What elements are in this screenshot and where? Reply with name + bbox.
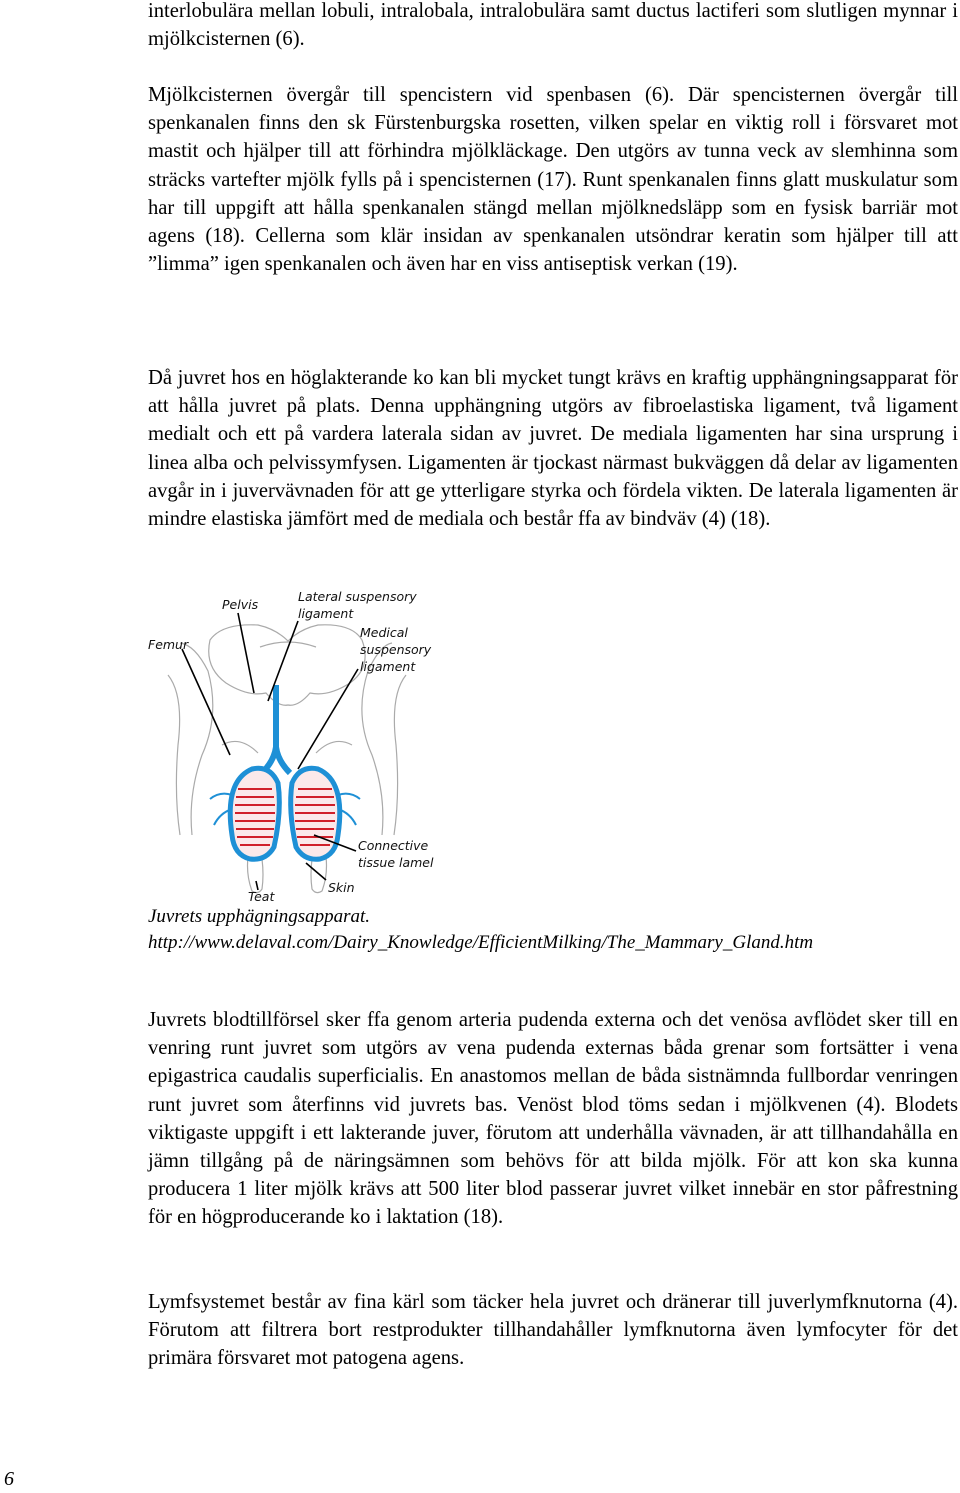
- label-connective-1: Connective: [358, 838, 429, 853]
- udder-quarters: [210, 768, 360, 859]
- paragraph-milk-ducts: interlobulära mellan lobuli, intralobala, intralobulära samt ductus lactiferi som slutligen mynnar i mjölkcisternen (6).: [148, 0, 958, 51]
- label-medical-1: Medical: [360, 625, 408, 640]
- figure-caption-url: http://www.delaval.com/Dairy_Knowledge/EfficientMilking/The_Mammary_Gland.htm: [148, 932, 814, 953]
- udder-suspension-diagram: [140, 585, 440, 907]
- label-lateral-1: Lateral suspensory: [298, 589, 417, 604]
- figure-caption-title: Juvrets upphägningsapparat.: [148, 906, 371, 927]
- paragraph-blood-supply: Juvrets blodtillförsel sker ffa genom arteria pudenda externa och det venösa avflödet sker till en venring runt juvret som utgörs av vena pudenda externas båda grenar som fortsätter i vena epigastrica caudalis superficialis. En anastomos mellan de båda sistnämnda fullbordar venringen runt juvret som återfinns vid juvrets bas. Venöst blod töms sedan i mjölkvenen (4). Blodets viktigaste uppgift i ett lakterande juver, förutom att underhålla vävnaden, är att tillhandahålla en jämn tillgång på de näringsämnen som behövs för att bilda mjölk. För att kon ska kunna producera 1 liter mjölk krävs att 500 liter blod passerar juvret vilket innebär en stor påfrestning för en högproducerande ko i laktation (18).: [148, 1009, 958, 1229]
- paragraph-lymph-system: Lymfsystemet består av fina kärl som täcker hela juvret och dränerar till juverlymfknutorna (4). Förutom att filtrera bort restprodukter tillhandahåller lymfknutorna även lymfocyter för det primära försvaret mot patogena agens.: [148, 1291, 958, 1370]
- paragraph-suspensory-apparatus: Då juvret hos en höglakterande ko kan bli mycket tungt krävs en kraftig upphängningsapparat för att hålla juvret på plats. Denna upphängning utgörs av fibroelastiska ligament, två ligament medialt och ett på vardera laterala sidan av juvret. De mediala ligamenten har sina ursprung i linea alba och pelvissymfysen. Ligamenten är tjockast närmast bukväggen då delar av ligamenten avgår in i juvervävnaden för att ge ytterligare styrka och fördela vikten. De laterala ligamenten är mindre elastiska jämfört med de mediala och består ffa av bindväv (4) (18).: [148, 367, 958, 531]
- page-number: 6: [4, 1468, 14, 1490]
- label-skin: Skin: [328, 880, 355, 895]
- label-femur: Femur: [148, 637, 189, 652]
- label-medical-2: suspensory: [360, 642, 432, 657]
- label-medical-3: ligament: [360, 659, 416, 674]
- label-pelvis: Pelvis: [222, 597, 259, 612]
- medial-ligament: [262, 685, 290, 773]
- label-teat: Teat: [248, 889, 275, 904]
- label-lateral-2: ligament: [298, 606, 354, 621]
- label-connective-2: tissue lamel: [358, 855, 434, 870]
- diagram-labels: [148, 589, 434, 904]
- paragraph-teat-canal: Mjölkcisternen övergår till spencistern vid spenbasen (6). Där spencisternen övergår till spenkanalen finns den sk Fürstenburgska rosetten, vilken spelar en viktig roll i försvaret mot mastit och hjälper till att förhindra mjölkläckage. Den utgörs av tunna veck av slemhinna som sträcks vartefter mjölk fylls på i spencisternen (17). Runt spenkanalen finns glatt muskulatur som har till uppgift att hålla spenkanalen stängd mellan mjölknedsläpp som en fysisk barriär mot agens (18). Cellerna som klär insidan av spenkanalen utsöndrar keratin som hjälper till att ”limma” igen spenkanalen och även har en viss antiseptisk verkan (19).: [148, 84, 958, 276]
